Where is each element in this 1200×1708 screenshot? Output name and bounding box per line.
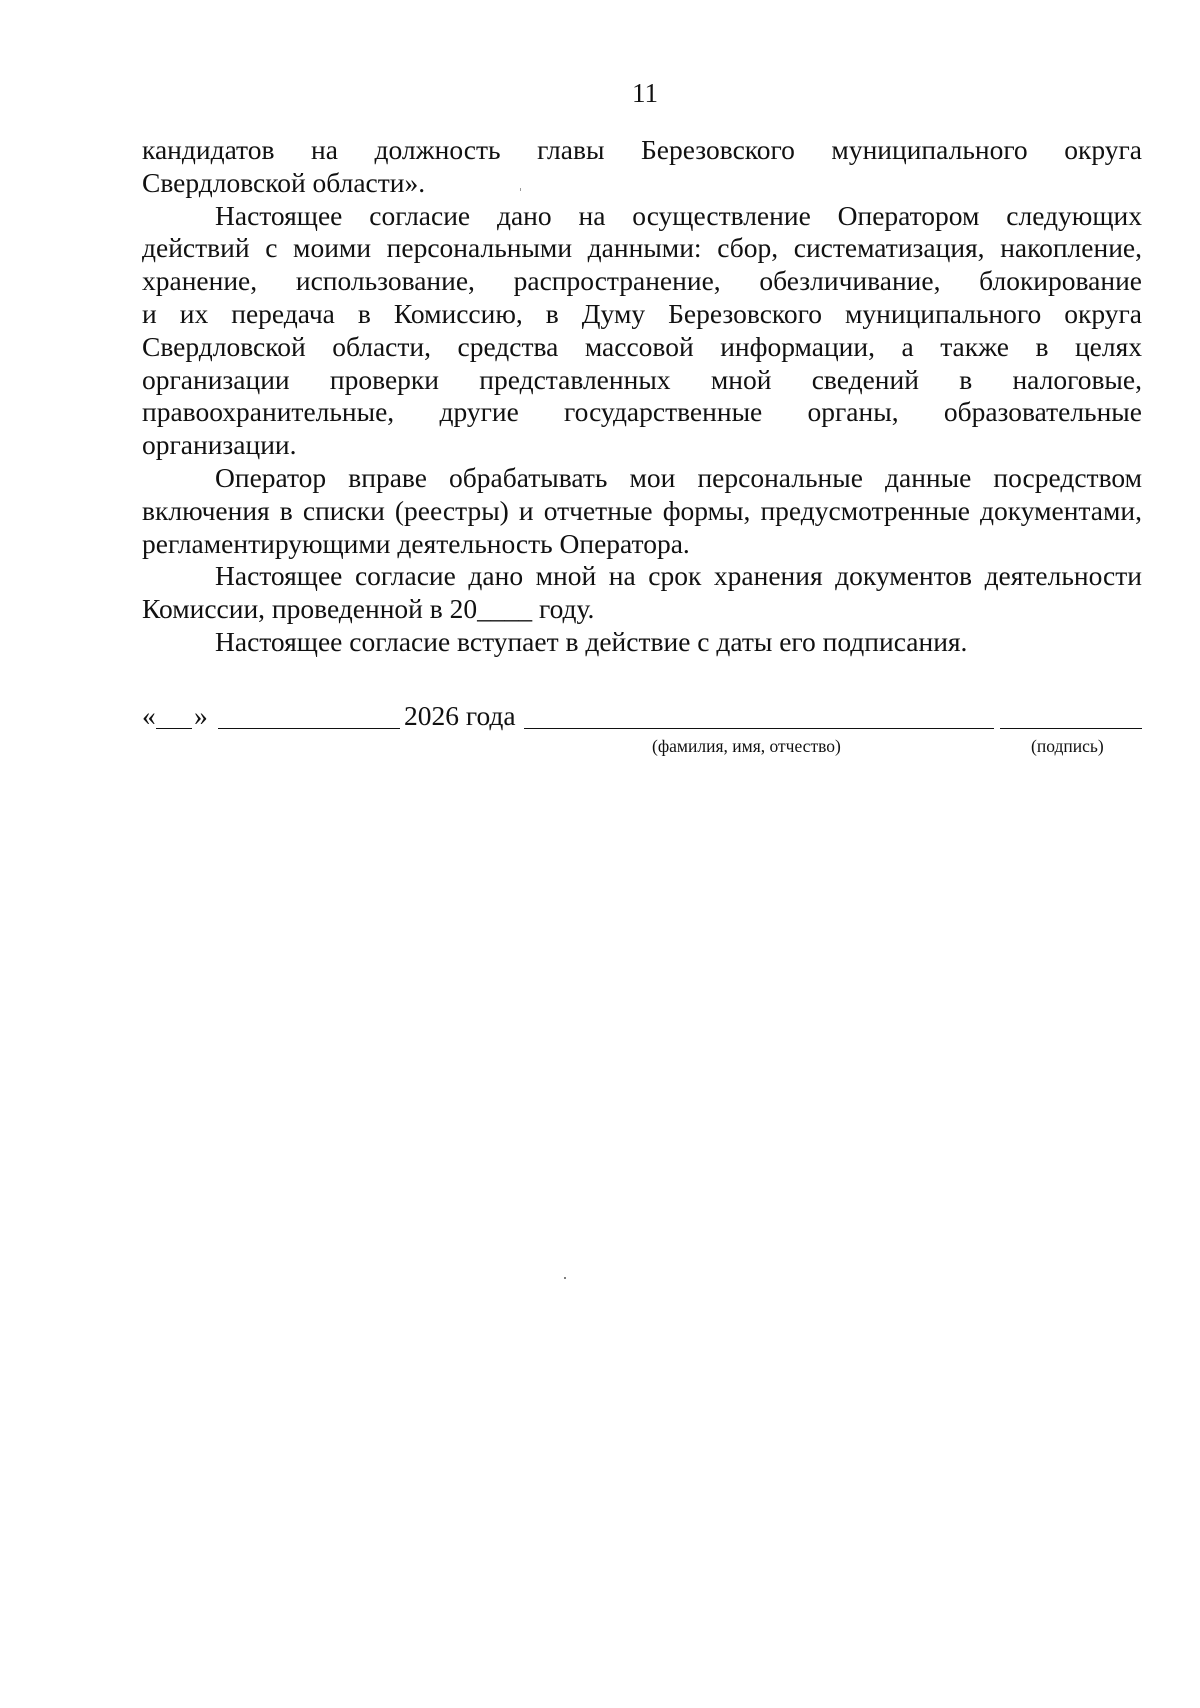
day-open-quote: « <box>142 700 156 731</box>
text-line: Свердловской области, средства массовой информации, а также в целях <box>142 330 1142 362</box>
paragraph-first-line: Настоящее согласие дано мной на срок хранения документов деятельности <box>215 560 1142 592</box>
paragraph-first-line: Оператор вправе обрабатывать мои персональные данные посредством <box>215 461 1142 493</box>
year-text: 2026 года <box>404 700 516 731</box>
full-name-blank-line <box>524 728 994 729</box>
paragraph-first-line: Настоящее согласие вступает в действие с даты его подписания. <box>215 625 968 657</box>
text-line: организации проверки представленных мной сведений в налоговые, <box>142 363 1142 395</box>
day-close-quote: » <box>194 700 208 731</box>
text-line: и их передача в Комиссию, в Думу Березовского муниципального округа <box>142 297 1142 329</box>
text-line: организации. <box>142 429 297 461</box>
signature-caption: (подпись) <box>1031 736 1104 756</box>
text-line: включения в списки (реестры) и отчетные формы, предусмотренные документами, <box>142 494 1142 526</box>
signature-blank-line <box>1000 728 1142 729</box>
text-line: регламентирующими деятельность Оператора. <box>142 527 690 559</box>
month-blank-line <box>218 728 400 729</box>
paragraph-first-line: Настоящее согласие дано на осуществление Оператором следующих <box>215 199 1142 231</box>
scan-speck <box>564 1277 566 1279</box>
text-line: хранение, использование, распространение, обезличивание, блокирование <box>142 265 1142 297</box>
text-line: Свердловской области». <box>142 166 426 198</box>
signature-row <box>142 700 1142 740</box>
consent-text-body <box>142 134 1142 659</box>
day-blank-line <box>156 728 192 729</box>
text-line: правоохранительные, другие государственные органы, образовательные <box>142 396 1142 428</box>
text-line: Комиссии, проведенной в 20____ году. <box>142 593 595 625</box>
text-line: кандидатов на должность главы Березовского муниципального округа <box>142 134 1142 165</box>
page-number: 11 <box>632 78 658 108</box>
scan-speck <box>520 188 521 191</box>
full-name-caption: (фамилия, имя, отчество) <box>652 736 841 756</box>
text-line: действий с моими персональными данными: сбор, систематизация, накопление, <box>142 232 1142 264</box>
